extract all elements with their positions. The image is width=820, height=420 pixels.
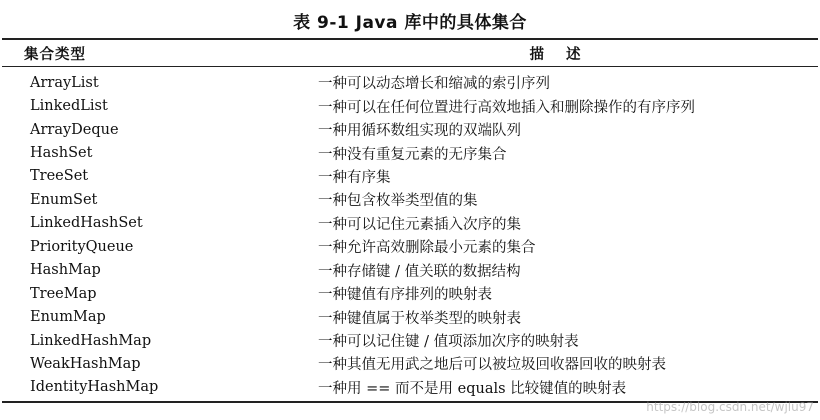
row-description: 一种其值无用武之地后可以被垃圾回收器回收的映射表 xyxy=(318,357,666,374)
row-description: 一种允许高效删除最小元素的集合 xyxy=(318,240,536,257)
row-description: 一种存储键 / 值关联的数据结构 xyxy=(318,263,521,280)
header-description: 描述 xyxy=(529,46,603,63)
row-description: 一种可以记住键 / 值项添加次序的映射表 xyxy=(318,334,579,351)
table-row xyxy=(2,94,818,117)
table-row xyxy=(2,188,818,211)
row-collection-name: ArrayList xyxy=(30,74,99,91)
row-description: 一种用循环数组实现的双端队列 xyxy=(318,123,521,140)
row-collection-name: EnumSet xyxy=(30,191,98,208)
row-description: 一种包含枚举类型值的集 xyxy=(318,193,478,210)
table-row xyxy=(2,329,818,352)
watermark: https://blog.csdn.net/wjlu97 xyxy=(646,400,814,414)
table-row xyxy=(2,165,818,188)
row-description: 一种键值有序排列的映射表 xyxy=(318,287,492,304)
row-collection-name: LinkedHashMap xyxy=(30,332,152,349)
row-collection-name: TreeMap xyxy=(30,285,97,302)
row-description: 一种可以在任何位置进行高效地插入和删除操作的有序序列 xyxy=(318,99,695,116)
table-row xyxy=(2,352,818,375)
table-row xyxy=(2,212,818,235)
row-collection-name: PriorityQueue xyxy=(30,238,134,255)
row-description: 一种有序集 xyxy=(318,169,391,186)
table-row xyxy=(2,71,818,94)
table-body xyxy=(2,67,818,401)
row-description: 一种可以动态增长和缩减的索引序列 xyxy=(318,76,550,93)
table-row xyxy=(2,259,818,282)
row-collection-name: WeakHashMap xyxy=(30,355,141,372)
row-collection-name: LinkedHashSet xyxy=(30,215,143,232)
table-header xyxy=(2,40,818,67)
row-description: 一种键值属于枚举类型的映射表 xyxy=(318,310,521,327)
row-collection-name: HashSet xyxy=(30,145,93,162)
row-description: 一种用 == 而不是用 equals 比较键值的映射表 xyxy=(318,380,627,397)
table-row xyxy=(2,305,818,328)
row-collection-name: ArrayDeque xyxy=(30,121,119,138)
header-collection-type: 集合类型 xyxy=(24,46,86,63)
table-row xyxy=(2,282,818,305)
row-description: 一种没有重复元素的无序集合 xyxy=(318,146,507,163)
row-description: 一种可以记住元素插入次序的集 xyxy=(318,216,521,233)
row-collection-name: HashMap xyxy=(30,262,101,279)
row-collection-name: LinkedList xyxy=(30,98,108,115)
table-caption: 表 9-1 Java 库中的具体集合 xyxy=(293,13,527,33)
table-row xyxy=(2,235,818,258)
row-collection-name: TreeSet xyxy=(30,168,89,185)
row-collection-name: IdentityHashMap xyxy=(30,379,159,396)
table-row xyxy=(2,141,818,164)
row-collection-name: EnumMap xyxy=(30,309,106,326)
table-row xyxy=(2,118,818,141)
collections-table xyxy=(2,38,818,403)
table-row xyxy=(2,376,818,399)
